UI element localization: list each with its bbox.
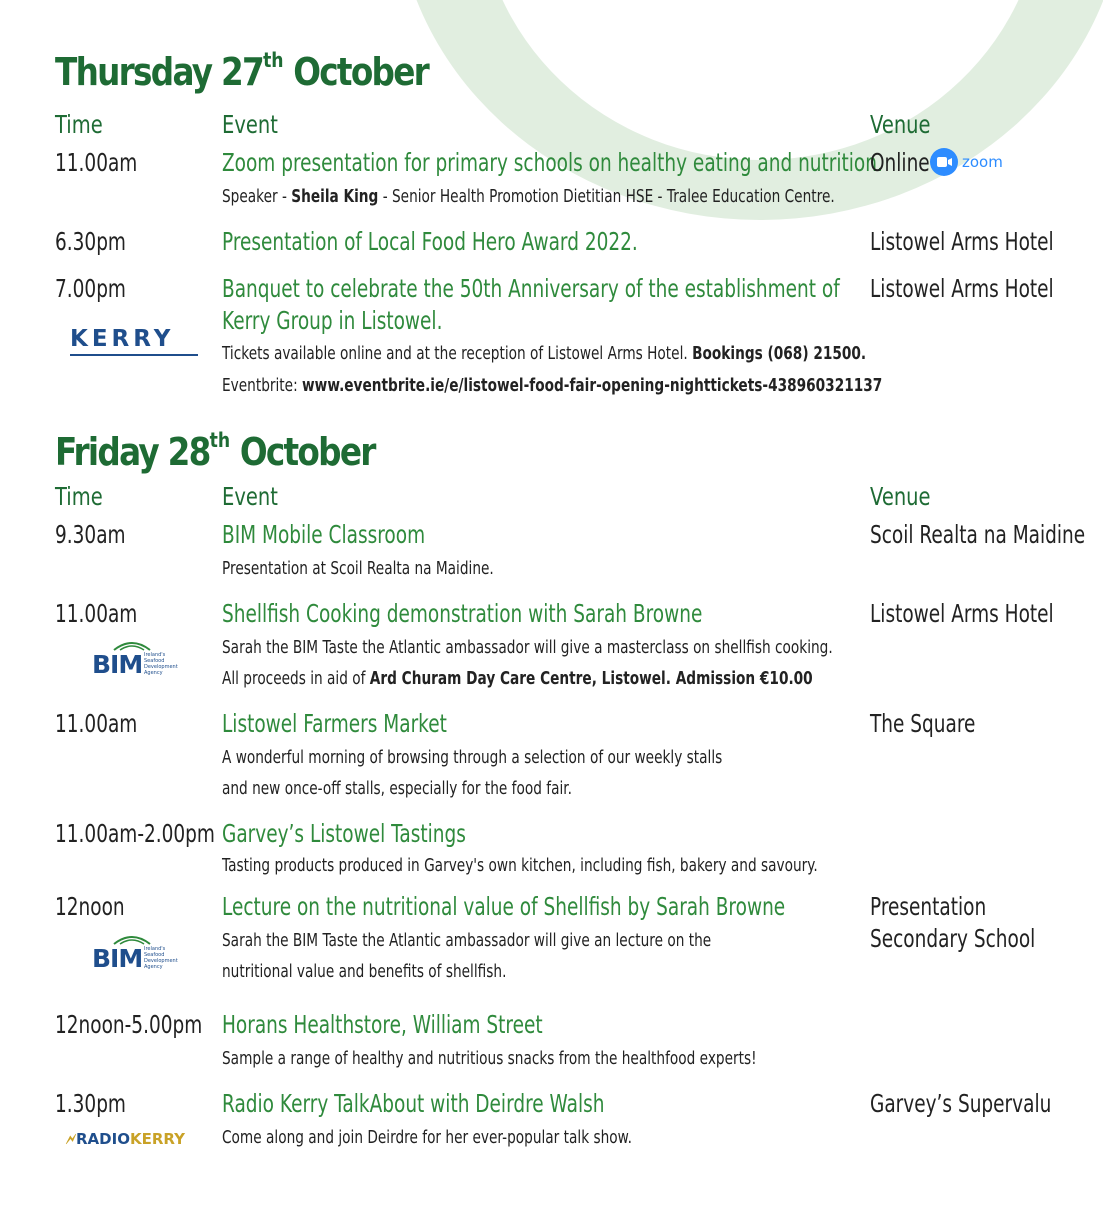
event-time: 11.00am (55, 709, 138, 738)
event-venue-line1: Presentation (870, 892, 987, 921)
event-venue-line2: Secondary School (870, 924, 1036, 953)
day-title-suffix: October (230, 430, 375, 474)
event-title: Lecture on the nutritional value of Shellfish by Sarah Browne (222, 892, 786, 921)
bookings-number: Bookings (068) 21500. (692, 343, 867, 364)
event-description: A wonderful morning of browsing through a selection of our weekly stalls (222, 747, 723, 768)
event-description: Tasting products produced in Garvey's own kitchen, including fish, bakery and savoury. (222, 855, 818, 876)
kerry-logo (70, 326, 202, 360)
desc-text: Tickets available online and at the reception of Listowel Arms Hotel. (222, 343, 693, 364)
event-venue: Listowel Arms Hotel (870, 227, 1054, 256)
day-title-sup: th (209, 428, 231, 453)
event-venue: The Square (870, 709, 976, 738)
event-venue: Listowel Arms Hotel (870, 599, 1054, 628)
column-header-time: Time (55, 110, 103, 139)
event-description: nutritional value and benefits of shellfish. (222, 961, 507, 982)
video-camera-icon (930, 148, 958, 176)
event-time: 7.00pm (55, 274, 126, 303)
event-title-line1: Banquet to celebrate the 50th Anniversary of the establishment of (222, 274, 840, 303)
event-description: Sarah the BIM Taste the Atlantic ambassador will give a masterclass on shellfish cooking. (222, 637, 833, 658)
day-title-thursday (55, 50, 428, 94)
day-title-friday (55, 430, 375, 474)
column-header-event: Event (222, 110, 278, 139)
event-title: Horans Healthstore, William Street (222, 1010, 543, 1039)
kerry-logo-text: KERRY (70, 326, 175, 352)
column-header-venue: Venue (870, 482, 931, 511)
event-venue: Listowel Arms Hotel (870, 274, 1054, 303)
radio-kerry-logo-text-a: RADIO (76, 1130, 130, 1148)
zoom-logo-text: zoom (962, 153, 1003, 171)
event-venue: Online (870, 148, 930, 177)
desc-text: All proceeds in aid of (222, 668, 370, 689)
zoom-logo (930, 148, 1003, 176)
bim-logo (92, 934, 182, 978)
day-title-suffix: October (283, 50, 429, 94)
bim-logo-text: BIM (92, 650, 143, 679)
event-description (222, 186, 835, 207)
event-title: Shellfish Cooking demonstration with Sarah Browne (222, 599, 703, 628)
radio-kerry-mark-icon: 🗲 (66, 1130, 76, 1148)
speaker-name: Sheila King (291, 186, 379, 207)
event-title: Garvey’s Listowel Tastings (222, 819, 466, 848)
event-description: Sarah the BIM Taste the Atlantic ambassador will give an lecture on the (222, 930, 712, 951)
radio-kerry-logo-text-b: KERRY (129, 1130, 185, 1148)
bim-logo-text: BIM (92, 944, 143, 973)
event-time: 9.30am (55, 520, 126, 549)
desc-text: Speaker - (222, 186, 292, 207)
event-time: 11.00am-2.00pm (55, 819, 215, 848)
event-title-line2: Kerry Group in Listowel. (222, 306, 443, 335)
event-venue: Garvey’s Supervalu (870, 1089, 1052, 1118)
desc-text: Eventbrite: (222, 375, 303, 396)
event-time: 11.00am (55, 148, 138, 177)
event-description (222, 668, 813, 689)
column-header-venue: Venue (870, 110, 931, 139)
event-description: and new once-off stalls, especially for the food fair. (222, 778, 572, 799)
event-time: 11.00am (55, 599, 138, 628)
event-description: Presentation at Scoil Realta na Maidine. (222, 558, 494, 579)
event-time: 12noon-5.00pm (55, 1010, 203, 1039)
event-title: Presentation of Local Food Hero Award 2022. (222, 227, 638, 256)
event-venue: Scoil Realta na Maidine (870, 520, 1086, 549)
event-description: Sample a range of healthy and nutritious snacks from the healthfood experts! (222, 1048, 757, 1069)
day-title-sup: th (263, 48, 284, 73)
event-title: Zoom presentation for primary schools on healthy eating and nutrition. (222, 148, 883, 177)
column-header-time: Time (55, 482, 103, 511)
event-time: 1.30pm (55, 1089, 126, 1118)
eventbrite-link[interactable]: www.eventbrite.ie/e/listowel-food-fair-opening-nighttickets-438960321137 (302, 375, 883, 396)
event-description (222, 375, 882, 396)
event-title: BIM Mobile Classroom (222, 520, 426, 549)
desc-text: - Senior Health Promotion Dietitian HSE - Tralee Education Centre. (378, 186, 835, 207)
day-title-text: Thursday 27 (55, 50, 264, 94)
event-time: 12noon (55, 892, 125, 921)
event-title: Radio Kerry TalkAbout with Deirdre Walsh (222, 1089, 605, 1118)
kerry-logo-underline (70, 354, 198, 356)
radio-kerry-logo (66, 1130, 185, 1148)
charity-admission: Ard Churam Day Care Centre, Listowel. Admission €10.00 (369, 668, 813, 689)
bim-logo (92, 640, 182, 684)
bim-logo-tagline: Ireland's Seafood Development Agency (144, 652, 178, 676)
event-title: Listowel Farmers Market (222, 709, 447, 738)
bim-logo-tagline: Ireland's Seafood Development Agency (144, 946, 178, 970)
day-title-text: Friday 28 (55, 430, 210, 474)
event-description (222, 343, 866, 364)
event-description: Come along and join Deirdre for her ever-popular talk show. (222, 1127, 632, 1148)
column-header-event: Event (222, 482, 278, 511)
event-time: 6.30pm (55, 227, 126, 256)
